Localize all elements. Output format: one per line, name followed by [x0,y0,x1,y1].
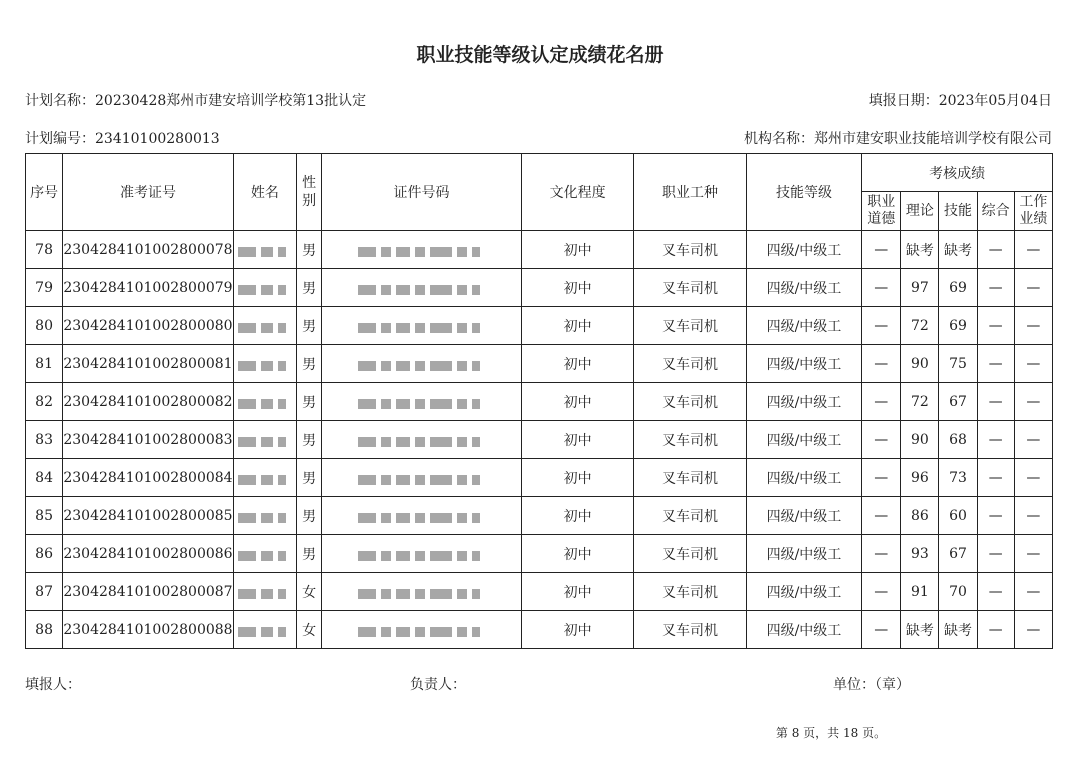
cell-work: — [1014,611,1052,649]
cell-id-redacted [322,383,522,421]
cell-skill-level: 四级/中级工 [746,421,861,459]
cell-gender: 男 [297,535,322,573]
cell-work: — [1014,231,1052,269]
cell-ethics: — [862,383,901,421]
cell-skill-level: 四级/中级工 [746,459,861,497]
redacted-name-blur [238,434,291,446]
cell-overall: — [977,231,1014,269]
cell-seq: 82 [26,383,63,421]
cell-exam-number: 2304284101002800088 [63,611,234,649]
cell-name-redacted [233,535,296,573]
cell-work: — [1014,573,1052,611]
table-row [26,535,1053,573]
cell-overall: — [977,383,1014,421]
cell-work: — [1014,383,1052,421]
cell-id-redacted [322,307,522,345]
cell-gender: 男 [297,383,322,421]
score-roster-table [25,153,1053,649]
cell-exam-number: 2304284101002800078 [63,231,234,269]
cell-seq: 80 [26,307,63,345]
cell-ethics: — [862,421,901,459]
header-skill-level: 技能等级 [746,154,861,231]
cell-education: 初中 [521,269,633,307]
table-row [26,459,1053,497]
cell-occupation: 叉车司机 [634,497,746,535]
cell-theory: 97 [901,269,939,307]
redacted-id-blur [358,548,485,560]
cell-name-redacted [233,497,296,535]
cell-ethics: — [862,611,901,649]
cell-education: 初中 [521,611,633,649]
cell-gender: 男 [297,459,322,497]
cell-theory: 90 [901,345,939,383]
cell-theory: 缺考 [901,231,939,269]
cell-seq: 79 [26,269,63,307]
header-work-line1: 工作 [1019,194,1048,210]
cell-skill: 67 [939,383,977,421]
redacted-name-blur [238,548,291,560]
cell-ethics: — [862,345,901,383]
redacted-name-blur [238,396,291,408]
redacted-id-blur [358,434,485,446]
cell-skill: 69 [939,269,977,307]
cell-education: 初中 [521,459,633,497]
cell-name-redacted [233,269,296,307]
redacted-id-blur [358,586,485,598]
cell-seq: 78 [26,231,63,269]
table-row [26,269,1053,307]
header-gender-line2: 别 [302,193,317,209]
cell-skill: 69 [939,307,977,345]
cell-id-redacted [322,497,522,535]
redacted-name-blur [238,244,291,256]
cell-overall: — [977,459,1014,497]
cell-occupation: 叉车司机 [634,611,746,649]
cell-skill-level: 四级/中级工 [746,345,861,383]
cell-ethics: — [862,269,901,307]
header-gender [297,154,322,231]
plan-name: 计划名称：20230428郑州市建安培训学校第13批认定 [25,93,367,109]
cell-exam-number: 2304284101002800080 [63,307,234,345]
cell-ethics: — [862,535,901,573]
cell-work: — [1014,307,1052,345]
cell-id-redacted [322,535,522,573]
cell-theory: 72 [901,307,939,345]
redacted-id-blur [358,510,485,522]
cell-ethics: — [862,497,901,535]
cell-name-redacted [233,421,296,459]
cell-overall: — [977,535,1014,573]
organization-name: 机构名称：郑州市建安职业技能培训学校有限公司 [744,131,1052,147]
cell-skill: 缺考 [939,231,977,269]
cell-work: — [1014,269,1052,307]
table-row [26,345,1053,383]
cell-occupation: 叉车司机 [634,421,746,459]
cell-skill: 60 [939,497,977,535]
cell-work: — [1014,459,1052,497]
redacted-name-blur [238,472,291,484]
cell-ethics: — [862,231,901,269]
redacted-id-blur [358,244,485,256]
cell-theory: 91 [901,573,939,611]
cell-id-redacted [322,459,522,497]
cell-work: — [1014,535,1052,573]
cell-ethics: — [862,307,901,345]
cell-id-redacted [322,421,522,459]
cell-occupation: 叉车司机 [634,231,746,269]
cell-skill: 73 [939,459,977,497]
page-number: 第 8 页，共 18 页。 [775,726,887,740]
cell-education: 初中 [521,497,633,535]
cell-occupation: 叉车司机 [634,573,746,611]
cell-overall: — [977,573,1014,611]
header-gender-line1: 性 [302,175,317,191]
cell-skill-level: 四级/中级工 [746,535,861,573]
reporter-label: 填报人： [25,677,81,693]
cell-education: 初中 [521,307,633,345]
redacted-name-blur [238,282,291,294]
table-row [26,497,1053,535]
cell-gender: 男 [297,269,322,307]
cell-occupation: 叉车司机 [634,345,746,383]
cell-id-redacted [322,345,522,383]
header-overall: 综合 [977,192,1014,231]
header-education: 文化程度 [521,154,633,231]
redacted-id-blur [358,358,485,370]
cell-work: — [1014,421,1052,459]
redacted-id-blur [358,320,485,332]
header-scores: 考核成绩 [862,154,1053,192]
cell-seq: 83 [26,421,63,459]
header-theory: 理论 [901,192,939,231]
redacted-id-blur [358,282,485,294]
redacted-name-blur [238,586,291,598]
cell-education: 初中 [521,231,633,269]
redacted-id-blur [358,624,485,636]
cell-exam-number: 2304284101002800085 [63,497,234,535]
redacted-name-blur [238,320,291,332]
responsible-label: 负责人： [410,677,466,693]
redacted-name-blur [238,624,291,636]
cell-skill-level: 四级/中级工 [746,307,861,345]
header-occupation: 职业工种 [634,154,746,231]
cell-id-redacted [322,231,522,269]
table-row [26,421,1053,459]
cell-skill-level: 四级/中级工 [746,269,861,307]
cell-ethics: — [862,573,901,611]
cell-ethics: — [862,459,901,497]
header-ethics [862,192,901,231]
redacted-id-blur [358,396,485,408]
cell-education: 初中 [521,345,633,383]
table-row [26,573,1053,611]
redacted-name-blur [238,358,291,370]
table-row [26,307,1053,345]
cell-skill-level: 四级/中级工 [746,231,861,269]
header-work-line2: 业绩 [1019,211,1048,227]
cell-skill: 70 [939,573,977,611]
cell-skill: 68 [939,421,977,459]
cell-name-redacted [233,459,296,497]
cell-seq: 86 [26,535,63,573]
cell-overall: — [977,421,1014,459]
cell-theory: 93 [901,535,939,573]
cell-exam-number: 2304284101002800086 [63,535,234,573]
cell-skill: 67 [939,535,977,573]
cell-gender: 男 [297,345,322,383]
cell-id-redacted [322,269,522,307]
cell-name-redacted [233,231,296,269]
cell-skill-level: 四级/中级工 [746,383,861,421]
plan-number: 计划编号：23410100280013 [25,131,220,147]
cell-gender: 男 [297,421,322,459]
cell-name-redacted [233,573,296,611]
cell-name-redacted [233,307,296,345]
document-title: 职业技能等级认定成绩花名册 [416,44,664,66]
cell-overall: — [977,269,1014,307]
cell-id-redacted [322,573,522,611]
cell-seq: 81 [26,345,63,383]
table-row [26,383,1053,421]
cell-theory: 缺考 [901,611,939,649]
header-seq: 序号 [26,154,63,231]
cell-skill-level: 四级/中级工 [746,611,861,649]
cell-gender: 女 [297,573,322,611]
cell-name-redacted [233,611,296,649]
cell-gender: 女 [297,611,322,649]
cell-exam-number: 2304284101002800084 [63,459,234,497]
cell-exam-number: 2304284101002800081 [63,345,234,383]
cell-exam-number: 2304284101002800087 [63,573,234,611]
cell-exam-number: 2304284101002800082 [63,383,234,421]
cell-exam-number: 2304284101002800083 [63,421,234,459]
redacted-id-blur [358,472,485,484]
cell-gender: 男 [297,231,322,269]
cell-overall: — [977,497,1014,535]
table-row [26,611,1053,649]
report-date: 填报日期：2023年05月04日 [868,93,1052,109]
header-id-number: 证件号码 [322,154,522,231]
cell-skill: 缺考 [939,611,977,649]
cell-education: 初中 [521,573,633,611]
cell-name-redacted [233,383,296,421]
cell-theory: 96 [901,459,939,497]
cell-theory: 90 [901,421,939,459]
cell-skill-level: 四级/中级工 [746,573,861,611]
cell-id-redacted [322,611,522,649]
cell-overall: — [977,611,1014,649]
header-ethics-line2: 道德 [867,211,896,227]
header-name: 姓名 [233,154,296,231]
cell-education: 初中 [521,421,633,459]
cell-work: — [1014,345,1052,383]
cell-gender: 男 [297,307,322,345]
cell-occupation: 叉车司机 [634,459,746,497]
cell-theory: 86 [901,497,939,535]
unit-label: 单位：（章） [833,677,910,693]
header-ethics-line1: 职业 [867,194,896,210]
cell-exam-number: 2304284101002800079 [63,269,234,307]
header-skill: 技能 [939,192,977,231]
cell-occupation: 叉车司机 [634,269,746,307]
cell-seq: 88 [26,611,63,649]
cell-seq: 85 [26,497,63,535]
cell-occupation: 叉车司机 [634,535,746,573]
cell-name-redacted [233,345,296,383]
cell-education: 初中 [521,383,633,421]
cell-occupation: 叉车司机 [634,383,746,421]
cell-occupation: 叉车司机 [634,307,746,345]
cell-gender: 男 [297,497,322,535]
header-work [1014,192,1052,231]
redacted-name-blur [238,510,291,522]
cell-overall: — [977,307,1014,345]
cell-education: 初中 [521,535,633,573]
header-exam-number: 准考证号 [63,154,234,231]
cell-overall: — [977,345,1014,383]
cell-seq: 87 [26,573,63,611]
cell-work: — [1014,497,1052,535]
table-row [26,231,1053,269]
cell-seq: 84 [26,459,63,497]
cell-skill-level: 四级/中级工 [746,497,861,535]
cell-skill: 75 [939,345,977,383]
cell-theory: 72 [901,383,939,421]
